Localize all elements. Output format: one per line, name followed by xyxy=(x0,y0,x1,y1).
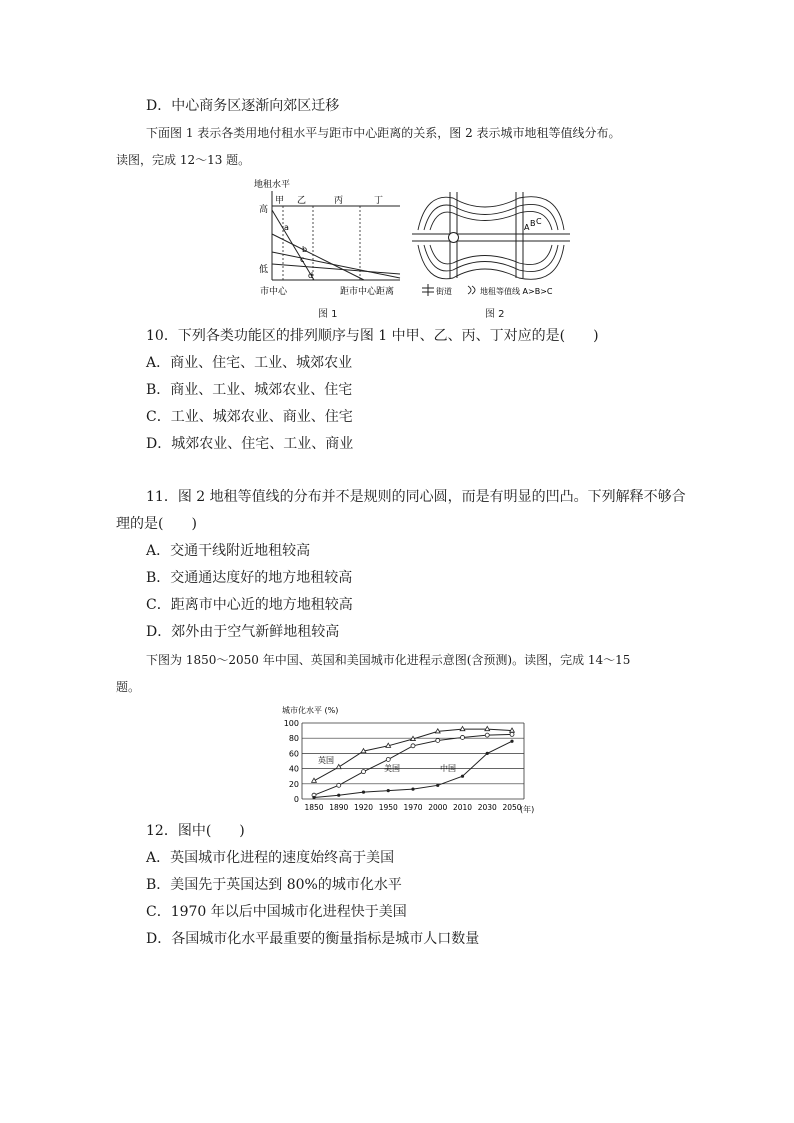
data-point xyxy=(436,784,439,787)
q12-option-d: D．各国城市化水平最重要的衡量指标是城市人口数量 xyxy=(146,931,480,947)
y-tick-label: 20 xyxy=(288,779,299,789)
fig2-legend-contour: 地租等值线 A>B>C xyxy=(480,287,553,296)
y-tick-label: 40 xyxy=(288,764,299,774)
data-point xyxy=(337,794,340,797)
data-point xyxy=(510,732,514,736)
x-tick-label: 2030 xyxy=(477,803,497,812)
series-label-cn: 中国 xyxy=(440,764,456,773)
x-tick-label: 1920 xyxy=(353,803,374,812)
q9-option-d: D．中心商务区逐渐向郊区迁移 xyxy=(146,98,340,114)
q11-option-d: D．郊外由于空气新鲜地租较高 xyxy=(146,624,340,640)
fig1-ylabel: 地租水平 xyxy=(254,180,291,190)
y-tick-label: 80 xyxy=(288,734,299,744)
q12-option-a: A．英国城市化进程的速度始终高于美国 xyxy=(146,850,395,866)
x-tick-label: 1850 xyxy=(304,803,324,812)
urbanization-line-chart xyxy=(280,703,550,817)
fig1-curve-d-label: d xyxy=(308,271,314,280)
q12-option-c: C．1970 年以后中国城市化进程快于美国 xyxy=(146,904,407,920)
q11-stem-line2: 理的是( ) xyxy=(116,516,197,532)
data-point xyxy=(510,740,513,743)
intro-chart-line1: 下图为 1850～2050 年中国、英国和美国城市化进程示意图(含预测)。读图，完成 14～15 xyxy=(146,653,631,667)
fig2-label-a: A xyxy=(524,223,530,232)
data-point xyxy=(411,788,414,791)
q11-option-c: C．距离市中心近的地方地租较高 xyxy=(146,597,353,613)
x-tick-label: 1890 xyxy=(329,803,349,812)
fig1-curve-b xyxy=(272,234,364,280)
x-tick-label: 2050 xyxy=(502,803,522,812)
chart-ylabel: 城市化水平 (%) xyxy=(282,706,339,715)
data-point xyxy=(362,791,365,794)
x-tick-label: 2000 xyxy=(428,803,448,812)
data-point xyxy=(461,735,465,739)
fig1-low-label: 低 xyxy=(259,265,269,275)
fig2-caption: 图 2 xyxy=(485,309,505,320)
y-tick-label: 60 xyxy=(288,749,299,759)
data-point xyxy=(312,796,315,799)
q10-option-b: B．商业、工业、城郊农业、住宅 xyxy=(146,382,353,398)
fig1-zone-bing: 丙 xyxy=(334,196,344,206)
fig2-label-b: B xyxy=(530,219,536,228)
data-point xyxy=(486,752,489,755)
fig1-caption: 图 1 xyxy=(318,309,338,320)
fig1-zone-yi: 乙 xyxy=(297,196,307,206)
fig2-legend-street: 街道 xyxy=(436,287,452,296)
intro-figures-line2: 读图，完成 12～13 题。 xyxy=(116,153,251,167)
q12-stem: 12．图中( ) xyxy=(146,823,245,839)
street-legend-icon xyxy=(422,284,434,296)
data-point xyxy=(485,726,490,730)
series-label-us: 美国 xyxy=(384,764,400,773)
series-label-uk: 英国 xyxy=(318,756,334,765)
y-tick-label: 100 xyxy=(283,719,299,728)
data-point xyxy=(485,733,489,737)
q10-stem: 10．下列各类功能区的排列顺序与图 1 中甲、乙、丙、丁对应的是( ) xyxy=(146,328,599,344)
fig1-origin-label: 市中心 xyxy=(260,287,288,297)
q10-option-a: A．商业、住宅、工业、城郊农业 xyxy=(146,355,353,371)
figure-1-rent-diagram xyxy=(254,176,404,302)
q10-option-c: C．工业、城郊农业、商业、住宅 xyxy=(146,409,353,425)
q10-option-d: D．城郊农业、住宅、工业、商业 xyxy=(146,436,354,452)
data-point xyxy=(436,738,440,742)
fig1-zone-jia: 甲 xyxy=(275,196,285,206)
data-point xyxy=(460,726,465,730)
fig1-zone-ding: 丁 xyxy=(374,196,384,206)
x-tick-label: 2010 xyxy=(452,803,473,812)
x-tick-label: 1970 xyxy=(403,803,423,812)
fig2-label-c: C xyxy=(536,217,542,226)
figure-2-contour-map xyxy=(412,186,570,298)
data-point xyxy=(362,770,366,774)
q11-option-a: A．交通干线附近地租较高 xyxy=(146,543,311,559)
data-point xyxy=(387,789,390,792)
contour-legend-icon xyxy=(468,286,475,294)
fig1-curve-b-label: b xyxy=(302,245,308,254)
q11-option-b: B．交通通达度好的地方地租较高 xyxy=(146,570,353,586)
data-point xyxy=(411,744,415,748)
q12-option-b: B．美国先于英国达到 80%的城市化水平 xyxy=(146,877,402,893)
data-point xyxy=(461,775,464,778)
x-tick-label: 1950 xyxy=(378,803,398,812)
intro-chart-line2: 题。 xyxy=(116,680,141,694)
fig1-curve-a-label: a xyxy=(284,223,289,232)
chart-xlabel: (年) xyxy=(520,805,535,814)
q11-stem-line1: 11．图 2 地租等值线的分布并不是规则的同心圆，而是有明显的凹凸。下列解释不够合 xyxy=(146,489,686,505)
data-point xyxy=(337,783,341,787)
intro-figures-line1: 下面图 1 表示各类用地付租水平与距市中心距离的关系，图 2 表示城市地租等值线分布。 xyxy=(146,126,621,140)
data-point xyxy=(386,757,390,761)
fig1-xlabel: 距市中心距离 xyxy=(340,287,395,297)
fig1-curve-c-label: c xyxy=(300,255,305,264)
y-tick-label: 0 xyxy=(293,795,299,804)
fig1-high-label: 高 xyxy=(259,205,269,215)
